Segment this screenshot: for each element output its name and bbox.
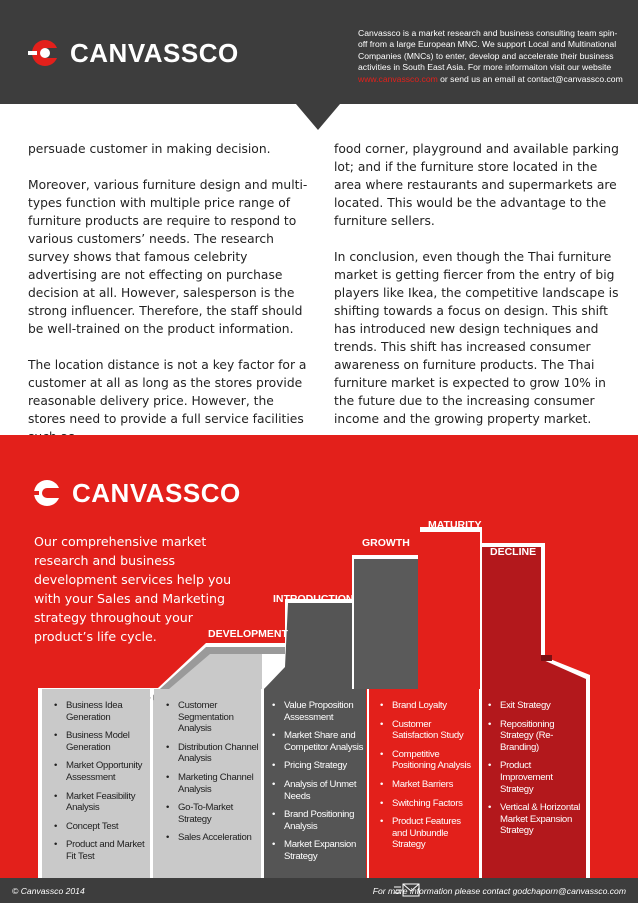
service-item: • Value Proposition Assessment	[272, 700, 366, 723]
service-item: • Customer Satisfaction Study	[380, 719, 478, 742]
decline-lip	[541, 655, 552, 661]
introduction-services	[166, 700, 260, 851]
service-item: • Concept Test	[54, 821, 150, 833]
decline-services	[488, 700, 584, 844]
service-item: • Brand Loyalty	[380, 700, 478, 712]
header-notch	[0, 96, 638, 136]
stage-label-decline: DECLINE	[490, 546, 537, 558]
service-item: • Market Expansion Strategy	[272, 839, 366, 862]
service-item: • Sales Acceleration	[166, 832, 260, 844]
development-services	[54, 700, 150, 870]
maturity-riser	[354, 559, 418, 689]
article-right-column	[334, 140, 624, 446]
service-item: • Analysis of Unmet Needs	[272, 779, 366, 802]
footer-contact: For more information please contact godchaporn@canvassco.com	[372, 886, 626, 896]
stage-label-maturity: MATURITY	[428, 519, 482, 531]
header-blurb-tail: or send us an email at contact@canvassco.com	[437, 73, 623, 84]
service-item: • Product Improvement Strategy	[488, 760, 584, 795]
service-item: • Business Idea Generation	[54, 700, 150, 723]
stage-label-introduction: INTRODUCTION	[273, 593, 354, 605]
brand-name: CANVASSCO	[70, 37, 239, 68]
header-blurb	[358, 28, 624, 85]
service-item: • Market Share and Competitor Analysis	[272, 730, 366, 753]
article-paragraph: The location distance is not a key factor for a customer at all as long as the stores provide reasonable delivery price. However, the stores need to provide a full service facilities	[28, 358, 307, 426]
service-item: • Brand Positioning Analysis	[272, 809, 366, 832]
canvassco-logo-icon	[30, 476, 64, 510]
article-paragraph: In conclusion, even though the Thai furniture market is getting fiercer from the entry of big players like Ikea, the competitive landscape is shifting towards a focus on design. This shift has introduced new design techniques and trends. This shift has increased consumer awareness on furniture products. The Thai furniture market is expected to grow 10% in the future due to the increasing consumer income and the growing property market.	[334, 250, 619, 426]
service-item: • Go-To-Market Strategy	[166, 802, 260, 825]
lifecycle-tagline: Our comprehensive market research and business development services help you with your Sales and Marketing strategy throughout your product’s life cycle.	[34, 534, 232, 644]
service-item: • Switching Factors	[380, 798, 478, 810]
article-paragraph: persuade customer in making decision.	[28, 142, 271, 156]
service-item: • Market Opportunity Assessment	[54, 760, 150, 783]
service-item: • Customer Segmentation Analysis	[166, 700, 260, 735]
stage-label-development: DEVELOPMENT	[208, 628, 288, 640]
article-left-column	[28, 140, 310, 464]
header-blurb-text: Canvassco is a market research and business consulting team spin-off from a large European MNC. We support Local and Multinational Companies (MNCs) to enter, develop and accelerate their business activities in South East Asia. For more informaiton visit our website	[358, 28, 618, 73]
maturity-services	[380, 700, 478, 858]
service-item: • Competitive Positioning Analysis	[380, 749, 478, 772]
brand-name: CANVASSCO	[72, 477, 241, 508]
service-item: • Distribution Channel Analysis	[166, 742, 260, 765]
growth-services	[272, 700, 366, 870]
service-item: • Repositioning Strategy (Re-Branding)	[488, 719, 584, 754]
canvassco-logo-icon	[28, 36, 62, 70]
copyright-text: © Canvassco 2014	[12, 886, 85, 896]
website-link[interactable]: www.canvassco.com	[358, 73, 438, 84]
service-item: • Business Model Generation	[54, 730, 150, 753]
service-item: • Product Features and Unbundle Strategy	[380, 816, 478, 851]
service-item: • Product and Market Fit Test	[54, 839, 150, 862]
footer-bar	[0, 878, 638, 903]
article-paragraph: food corner, playground and available parking lot; and if the furniture store located in the area where restaurants and supermarkets are located. This would be the advantage to the furniture sellers.	[334, 142, 619, 228]
service-item: • Exit Strategy	[488, 700, 584, 712]
stage-label-growth: GROWTH	[362, 537, 410, 549]
service-item: • Pricing Strategy	[272, 760, 366, 772]
service-item: • Marketing Channel Analysis	[166, 772, 260, 795]
service-item: • Vertical & Horizontal Market Expansion Strategy	[488, 802, 584, 837]
service-item: • Market Barriers	[380, 779, 478, 791]
article-paragraph: Moreover, various furniture design and multi-types function with multiple price range of furniture products are require to respond to various customers’ needs. The research survey shows that famous celebrity advertising are not effecting on purchase decision at all. However, salesperson is the strong influencer. Therefore, the staff should be well-trained on the product information.	[28, 178, 308, 336]
header-logo	[28, 36, 239, 70]
section-logo	[30, 476, 241, 510]
service-item: • Market Feasibility Analysis	[54, 791, 150, 814]
